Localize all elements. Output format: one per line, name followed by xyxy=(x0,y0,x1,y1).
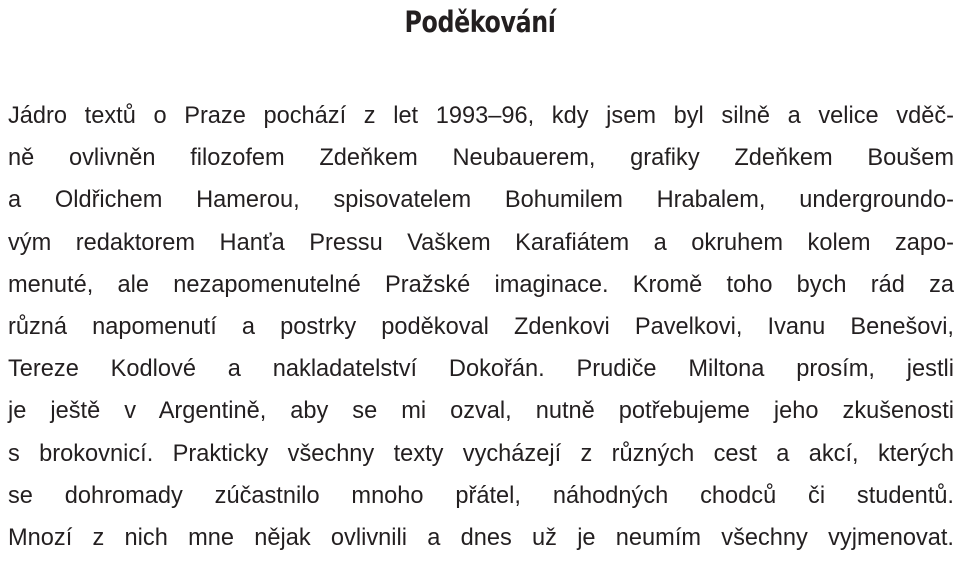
paragraph-line: s brokovnicí. Prakticky všechny texty vycházejí z různých cest a akcí, kterých xyxy=(8,440,954,467)
paragraph-line: vým redaktorem Hanťa Pressu Vaškem Karafiátem a okruhem kolem zapo- xyxy=(8,229,954,256)
paragraph-line: různá napomenutí a postrky poděkoval Zdenkovi Pavelkovi, Ivanu Benešovi, xyxy=(8,313,954,340)
paragraph-line: menuté, ale nezapomenutelné Pražské imaginace. Kromě toho bych rád za xyxy=(8,271,954,298)
paragraph-line: Jádro textů o Praze pochází z let 1993–96, kdy jsem byl silně a velice vděč- xyxy=(8,103,954,129)
paragraph-line: a Oldřichem Hamerou, spisovatelem Bohumilem Hrabalem, undergroundo- xyxy=(8,187,954,214)
page-title: Poděkování xyxy=(404,5,556,39)
paragraph-line: ně ovlivněn filozofem Zdeňkem Neubauerem, grafiky Zdeňkem Boušem xyxy=(8,145,954,172)
body-paragraph xyxy=(0,95,960,559)
paragraph-line: Tereze Kodlové a nakladatelství Dokořán. Prudiče Miltona prosím, jestli xyxy=(8,356,954,383)
paragraph-line: je ještě v Argentině, aby se mi ozval, nutně potřebujeme jeho zkušenosti xyxy=(8,398,954,425)
paragraph-line: se dohromady zúčastnilo mnoho přátel, náhodných chodců či studentů. xyxy=(8,482,954,509)
paragraph-line: Mnozí z nich mne nějak ovlivnili a dnes už je neumím všechny vyjmenovat. xyxy=(8,524,954,551)
